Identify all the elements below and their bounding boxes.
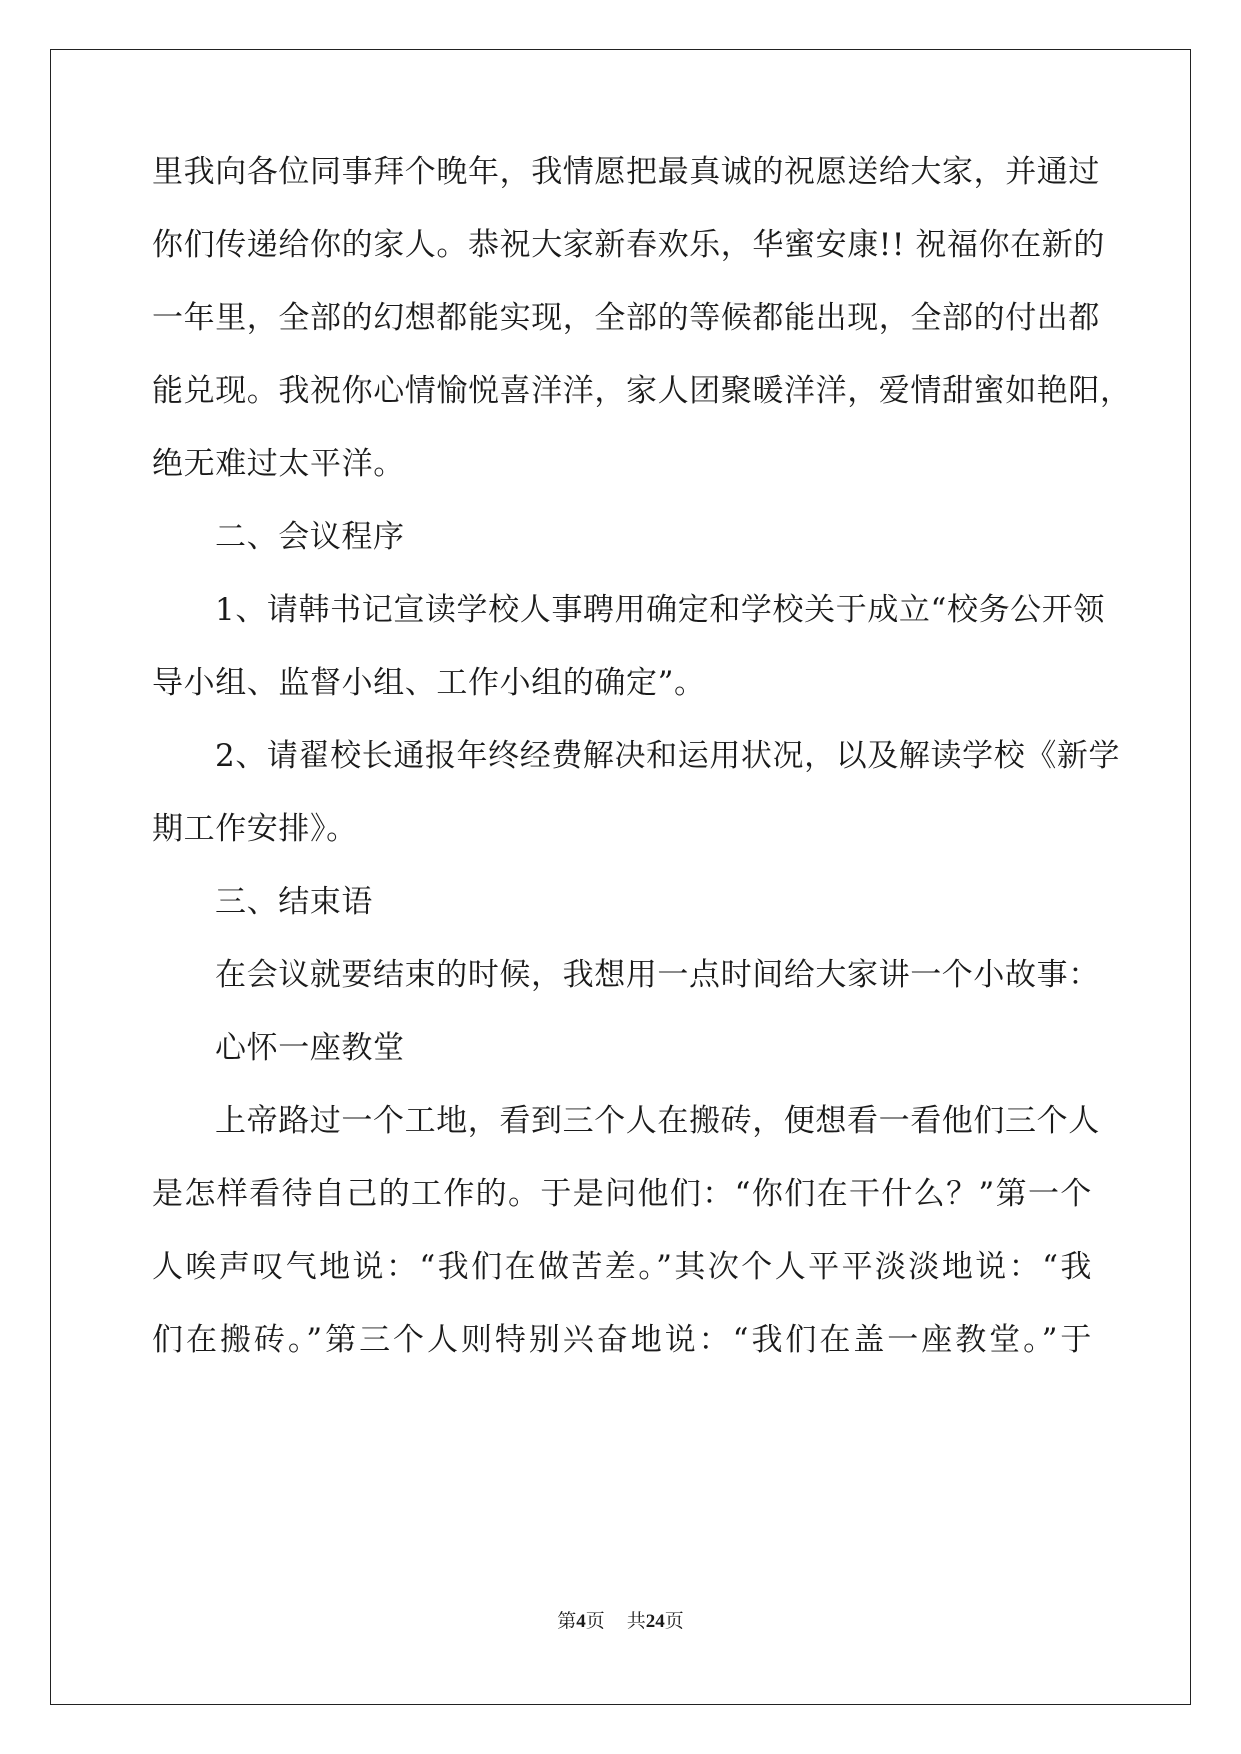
story-line-3: 人唉声叹气地说：“我们在做苦差。”其次个人平平淡淡地说：“我 <box>152 1249 1092 1285</box>
closing-intro-line: 在会议就要结束的时候，我想用一点时间给大家讲一个小故事： <box>215 957 1100 993</box>
page-footer <box>0 1606 1241 1633</box>
agenda-item-2-line-1: 2、请翟校长通报年终经费解决和运用状况，以及解读学校《新学 <box>215 738 1121 774</box>
section-heading-closing: 三、结束语 <box>215 884 373 920</box>
story-line-4: 们在搬砖。”第三个人则特别兴奋地说：“我们在盖一座教堂。”于 <box>152 1322 1092 1358</box>
total-prefix: 共 <box>626 1611 646 1632</box>
story-title: 心怀一座教堂 <box>215 1030 405 1066</box>
story-line-1: 上帝路过一个工地，看到三个人在搬砖，便想看一看他们三个人 <box>215 1103 1100 1139</box>
text-line-5: 绝无难过太平洋。 <box>152 446 405 482</box>
page-suffix: 页 <box>585 1611 605 1632</box>
total-suffix: 页 <box>664 1611 684 1632</box>
story-line-2: 是怎样看待自己的工作的。于是问他们：“你们在干什么？”第一个 <box>152 1176 1092 1212</box>
agenda-item-1-line-2: 导小组、监督小组、工作小组的确定”。 <box>152 665 706 701</box>
text-line-3: 一年里，全部的幻想都能实现，全部的等候都能出现，全部的付出都 <box>152 300 1100 336</box>
section-heading-meeting-agenda: 二、会议程序 <box>215 519 405 555</box>
text-line-2: 你们传递给你的家人。恭祝大家新春欢乐，华蜜安康!! 祝福你在新的 <box>152 227 1105 263</box>
agenda-item-1-line-1: 1、请韩书记宣读学校人事聘用确定和学校关于成立“校务公开领 <box>215 592 1105 628</box>
total-pages: 24 <box>645 1611 665 1632</box>
text-line-4: 能兑现。我祝你心情愉悦喜洋洋，家人团聚暖洋洋，爱情甜蜜如艳阳， <box>152 373 1132 409</box>
agenda-item-2-line-2: 期工作安排》。 <box>152 811 358 847</box>
page-number: 4 <box>576 1611 586 1632</box>
text-line-1: 里我向各位同事拜个晚年，我情愿把最真诚的祝愿送给大家，并通过 <box>152 154 1100 190</box>
page-prefix: 第 <box>557 1611 577 1632</box>
